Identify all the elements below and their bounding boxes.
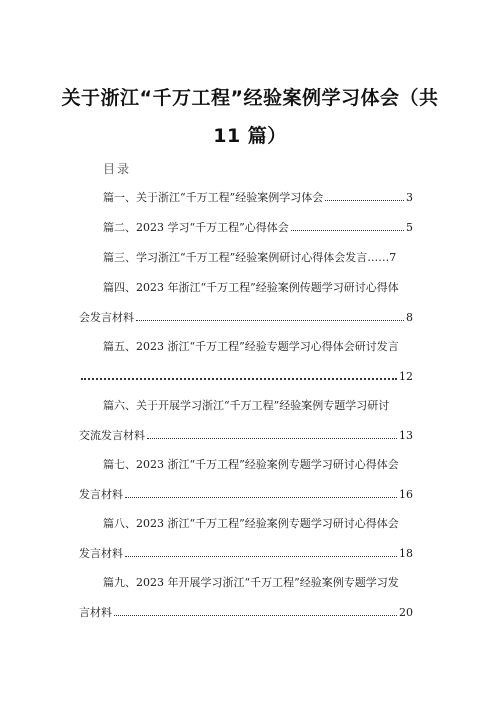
toc-page-number: 5 [406,221,413,234]
toc-entry[interactable] [79,399,413,443]
dot-leader [114,615,397,616]
toc-entry[interactable] [79,251,413,265]
toc-entry-text: 篇一、关于浙江“千万工程”经验案例学习体会 [103,191,324,204]
dot-leader [325,200,404,201]
toc-entry-text: 篇五、2023 浙江“千万工程”经验专题学习心得体会研讨发言 [103,340,399,353]
toc-heading: 目录 [103,162,132,176]
dot-leader [81,378,397,380]
document-title-line-2: 11 篇） [213,125,287,147]
toc-page-number: 12 [399,370,413,383]
dot-leader [147,438,397,439]
toc-page-number: 13 [399,429,413,442]
toc-entry[interactable] [79,458,413,502]
toc-entry-continuation: 发言材料 [79,488,123,501]
dot-leader [291,230,404,231]
toc-entry-text: 篇六、关于开展学习浙江“千万工程”经验案例专题学习研讨 [103,399,390,412]
dot-leader [125,556,397,557]
toc-page-number: 7 [389,251,397,264]
toc-entry-text: 篇七、2023 浙江“千万工程”经验案例专题学习研讨心得体会 [103,458,399,471]
toc-entry-text: 篇九、2023 年开展学习浙江“千万工程”经验案例专题学习发 [103,576,399,589]
toc-entry[interactable] [79,340,413,384]
toc-page-number: 16 [399,488,413,501]
dot-leader [136,320,404,321]
toc-page-number: 3 [406,191,413,204]
document-title-line-1: 关于浙江“千万工程”经验案例学习体会（共 [61,87,439,109]
toc-entry-continuation: 交流发言材料 [79,429,145,442]
toc-entry[interactable] [79,191,413,205]
toc-entry[interactable] [79,576,413,620]
toc-page-number: 20 [399,606,413,619]
toc-entry-continuation: 发言材料 [79,547,123,560]
dot-leader [125,497,397,498]
toc-entry-text: 篇四、2023 年浙江“千万工程”经验案例传题学习研讨心得体 [103,281,399,294]
toc-entry-continuation: 会发言材料 [79,311,134,324]
toc-entry-text: 篇二、2023 学习“千万工程”心得体会 [103,221,289,234]
toc-entry-continuation: 言材料 [79,606,112,619]
toc-page-number: 8 [406,311,413,324]
toc-entry[interactable] [79,281,413,325]
toc-entry-text: 篇三、学习浙江“千万工程”经验案例研讨心得体会发言…… [103,251,390,264]
toc-entry[interactable] [79,221,413,235]
toc-entry[interactable] [79,517,413,561]
toc-entry-text: 篇八、2023 浙江“千万工程”经验案例专题学习研讨心得体会 [103,517,399,530]
toc-page-number: 18 [399,547,413,560]
